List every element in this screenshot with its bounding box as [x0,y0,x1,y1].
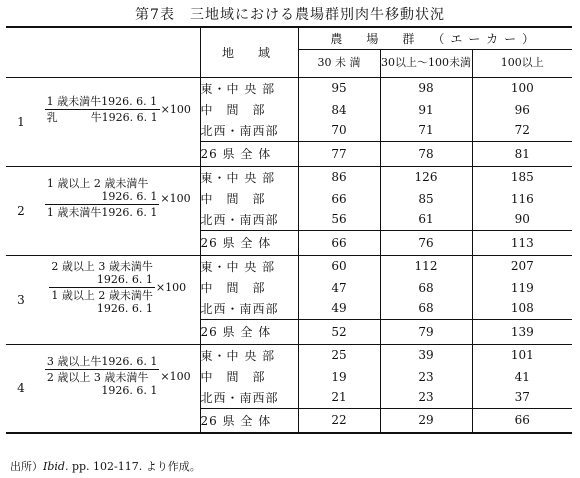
value-cell: 86 [298,166,380,188]
table-row [6,255,572,277]
region-name: 北西・南西部 [200,120,298,141]
group-number: 2 [6,166,36,255]
total-value-cell: 66 [472,408,572,433]
header-col-over-100: 100以上 [472,49,572,77]
value-cell: 72 [472,120,572,141]
total-value-cell: 78 [380,141,472,166]
numerator-line: 1926. 6. 1 [101,190,158,204]
value-cell: 84 [298,99,380,120]
fraction-denominator [45,370,159,397]
value-cell: 98 [380,77,472,99]
value-cell: 70 [298,120,380,141]
value-cell: 108 [472,298,572,319]
value-cell: 100 [472,77,572,99]
region-name: 東・中 央 部 [200,77,298,99]
ratio-formula [36,255,200,319]
fraction-denominator [45,205,159,219]
value-cell: 185 [472,166,572,188]
total-value-cell: 66 [298,230,380,255]
value-cell: 68 [380,298,472,319]
total-value-cell: 81 [472,141,572,166]
value-cell: 95 [298,77,380,99]
table-row [6,344,572,366]
multiplier: ×100 [160,191,191,205]
value-cell: 101 [472,344,572,366]
value-cell: 91 [380,99,472,120]
total-value-cell: 113 [472,230,572,255]
value-cell: 116 [472,188,572,209]
value-cell: 21 [298,387,380,408]
denominator-line: 1 歳以上 2 歳未満牛 [51,288,153,302]
value-cell: 25 [298,344,380,366]
formula-blank [36,319,200,344]
value-cell: 39 [380,344,472,366]
header-blank [6,27,200,77]
region-name: 東・中 央 部 [200,255,298,277]
group-number: 1 [6,77,36,166]
header-col-under-30: 30 未 満 [298,49,380,77]
ratio-formula [36,344,200,408]
value-cell: 207 [472,255,572,277]
numerator-line: 1 歳未満牛1926. 6. 1 [46,94,158,108]
value-cell: 47 [298,277,380,298]
table-title: 第7表 三地域における農場群別肉牛移動状況 [135,7,445,23]
total-value-cell: 79 [380,319,472,344]
value-cell: 23 [380,387,472,408]
ratio-formula [36,77,200,141]
table-row [6,77,572,99]
multiplier: ×100 [160,102,191,116]
region-name: 中 間 部 [200,277,298,298]
region-name: 北西・南西部 [200,209,298,230]
value-cell: 90 [472,209,572,230]
source-prefix: 出所） [10,460,43,473]
value-cell: 60 [298,255,380,277]
fraction-numerator [49,260,155,288]
region-name: 中 間 部 [200,366,298,387]
value-cell: 19 [298,366,380,387]
total-label: 26 県 全 体 [200,319,298,344]
fraction [49,260,155,315]
total-value-cell: 139 [472,319,572,344]
source-ref: Ibid. [43,460,69,473]
numerator-line: 2 歳以上 3 歳未満牛 [51,259,153,273]
denominator-line: 乳 牛1926. 6. 1 [46,110,158,124]
table-row [6,166,572,188]
fraction-numerator [45,177,159,205]
total-row [6,319,572,344]
value-cell: 85 [380,188,472,209]
value-cell: 112 [380,255,472,277]
formula-blank [36,408,200,433]
total-value-cell: 52 [298,319,380,344]
header-farm-group: 農 場 群 （エーカー） [298,27,572,49]
group-number: 4 [6,344,36,433]
total-label: 26 県 全 体 [200,408,298,433]
multiplier: ×100 [155,280,187,294]
value-cell: 56 [298,209,380,230]
denominator-line: 2 歳以上 3 歳未満牛 [46,371,149,385]
fraction-numerator [45,95,160,110]
multiplier: ×100 [160,369,191,383]
total-value-cell: 22 [298,408,380,433]
header-col-30-100: 30以上～100未満 [380,49,472,77]
region-name: 中 間 部 [200,188,298,209]
value-cell: 126 [380,166,472,188]
denominator-line: 1926. 6. 1 [101,384,158,398]
value-cell: 119 [472,277,572,298]
formula-blank [36,230,200,255]
region-name: 中 間 部 [200,99,298,120]
total-value-cell: 77 [298,141,380,166]
value-cell: 71 [380,120,472,141]
total-label: 26 県 全 体 [200,230,298,255]
total-value-cell: 29 [380,408,472,433]
numerator-line: 1 歳以上 2 歳未満牛 [46,177,149,191]
value-cell: 23 [380,366,472,387]
value-cell: 61 [380,209,472,230]
value-cell: 96 [472,99,572,120]
region-name: 東・中 央 部 [200,166,298,188]
total-row [6,408,572,433]
source-note [10,458,201,474]
total-label: 26 県 全 体 [200,141,298,166]
ratio-formula [36,166,200,230]
header-region: 地 域 [200,27,298,77]
region-name: 北西・南西部 [200,298,298,319]
total-value-cell: 76 [380,230,472,255]
value-cell: 41 [472,366,572,387]
numerator-line: 1926. 6. 1 [96,272,153,286]
total-row [6,230,572,255]
numerator-line: 3 歳以上牛1926. 6. 1 [46,355,158,369]
group-number: 3 [6,255,36,344]
table-body [6,77,572,433]
denominator-line: 1 歳未満牛1926. 6. 1 [46,206,158,220]
formula-blank [36,141,200,166]
fraction [45,177,159,219]
fraction-denominator [49,288,155,315]
source-rest: pp. 102-117. より作成。 [68,460,201,473]
value-cell: 37 [472,387,572,408]
fraction-numerator [45,355,159,370]
data-table [6,26,572,434]
fraction [45,355,159,397]
fraction [45,95,160,124]
value-cell: 68 [380,277,472,298]
total-row [6,141,572,166]
value-cell: 66 [298,188,380,209]
value-cell: 49 [298,298,380,319]
denominator-line: 1926. 6. 1 [96,301,153,315]
region-name: 東・中 央 部 [200,344,298,366]
region-name: 北西・南西部 [200,387,298,408]
fraction-denominator [45,110,160,124]
